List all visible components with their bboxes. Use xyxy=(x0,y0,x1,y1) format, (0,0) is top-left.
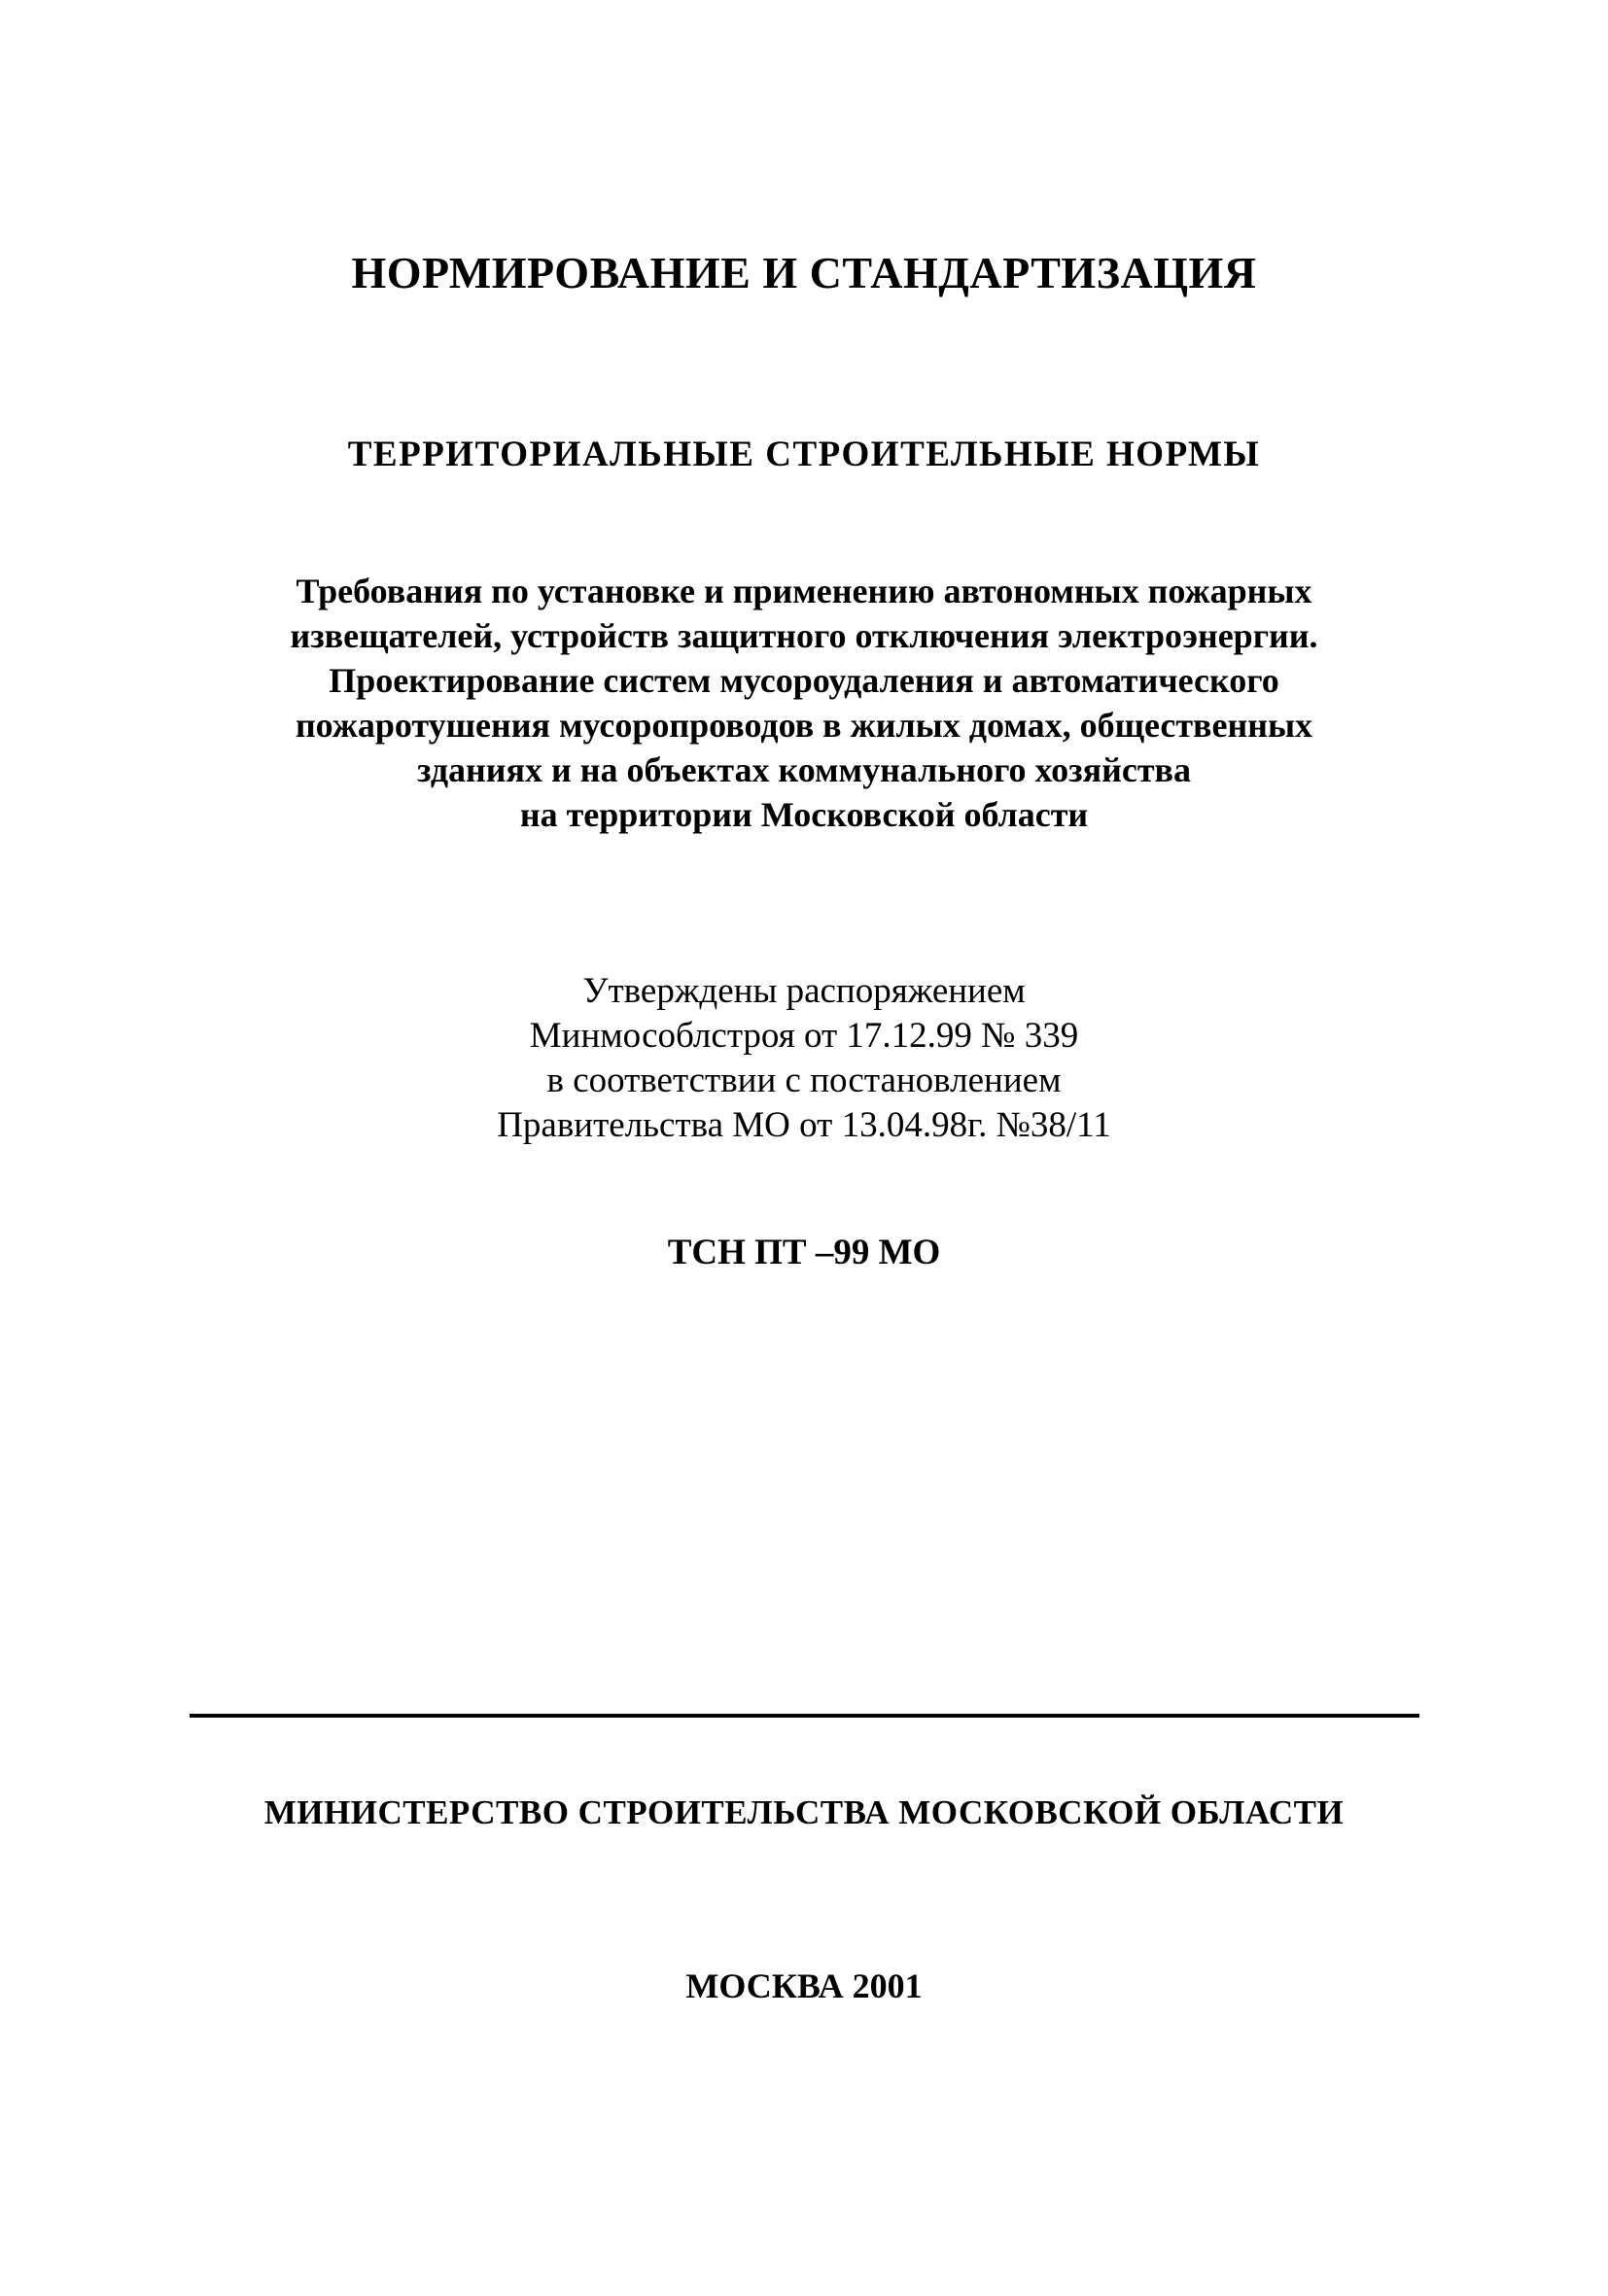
approval-line: в соответствии с постановлением xyxy=(546,1061,1062,1100)
approval-line: Правительства МО от 13.04.98г. №38/11 xyxy=(497,1105,1111,1145)
title-line: на территории Московской области xyxy=(519,795,1089,834)
publisher-name: МИНИСТЕРСТВО СТРОИТЕЛЬСТВА МОСКОВСКОЙ ОБЛАСТИ xyxy=(263,1793,1345,1831)
approval-line: Утверждены распоряжением xyxy=(582,971,1026,1011)
approval-statement xyxy=(0,969,1608,1148)
title-line: Требования по установке и применению автономных пожарных xyxy=(296,572,1312,610)
category-heading: ТЕРРИТОРИАЛЬНЫЕ СТРОИТЕЛЬНЫЕ НОРМЫ xyxy=(347,435,1261,474)
horizontal-divider xyxy=(190,1714,1419,1718)
title-line: зданиях и на объектах коммунального хозяйства xyxy=(417,750,1191,789)
document-code: ТСН ПТ –99 МО xyxy=(667,1233,941,1272)
place-and-year: МОСКВА 2001 xyxy=(685,1966,923,2005)
approval-line: Минмособлстроя от 17.12.99 № 339 xyxy=(529,1016,1079,1056)
title-line: пожаротушения мусоропроводов в жилых домах, общественных xyxy=(295,706,1313,745)
title-line: извещателей, устройств защитного отключения электроэнергии. xyxy=(290,616,1318,655)
series-heading: НОРМИРОВАНИЕ И СТАНДАРТИЗАЦИЯ xyxy=(351,248,1257,297)
document-title xyxy=(0,569,1608,837)
title-line: Проектирование систем мусороудаления и автоматического xyxy=(329,661,1279,700)
